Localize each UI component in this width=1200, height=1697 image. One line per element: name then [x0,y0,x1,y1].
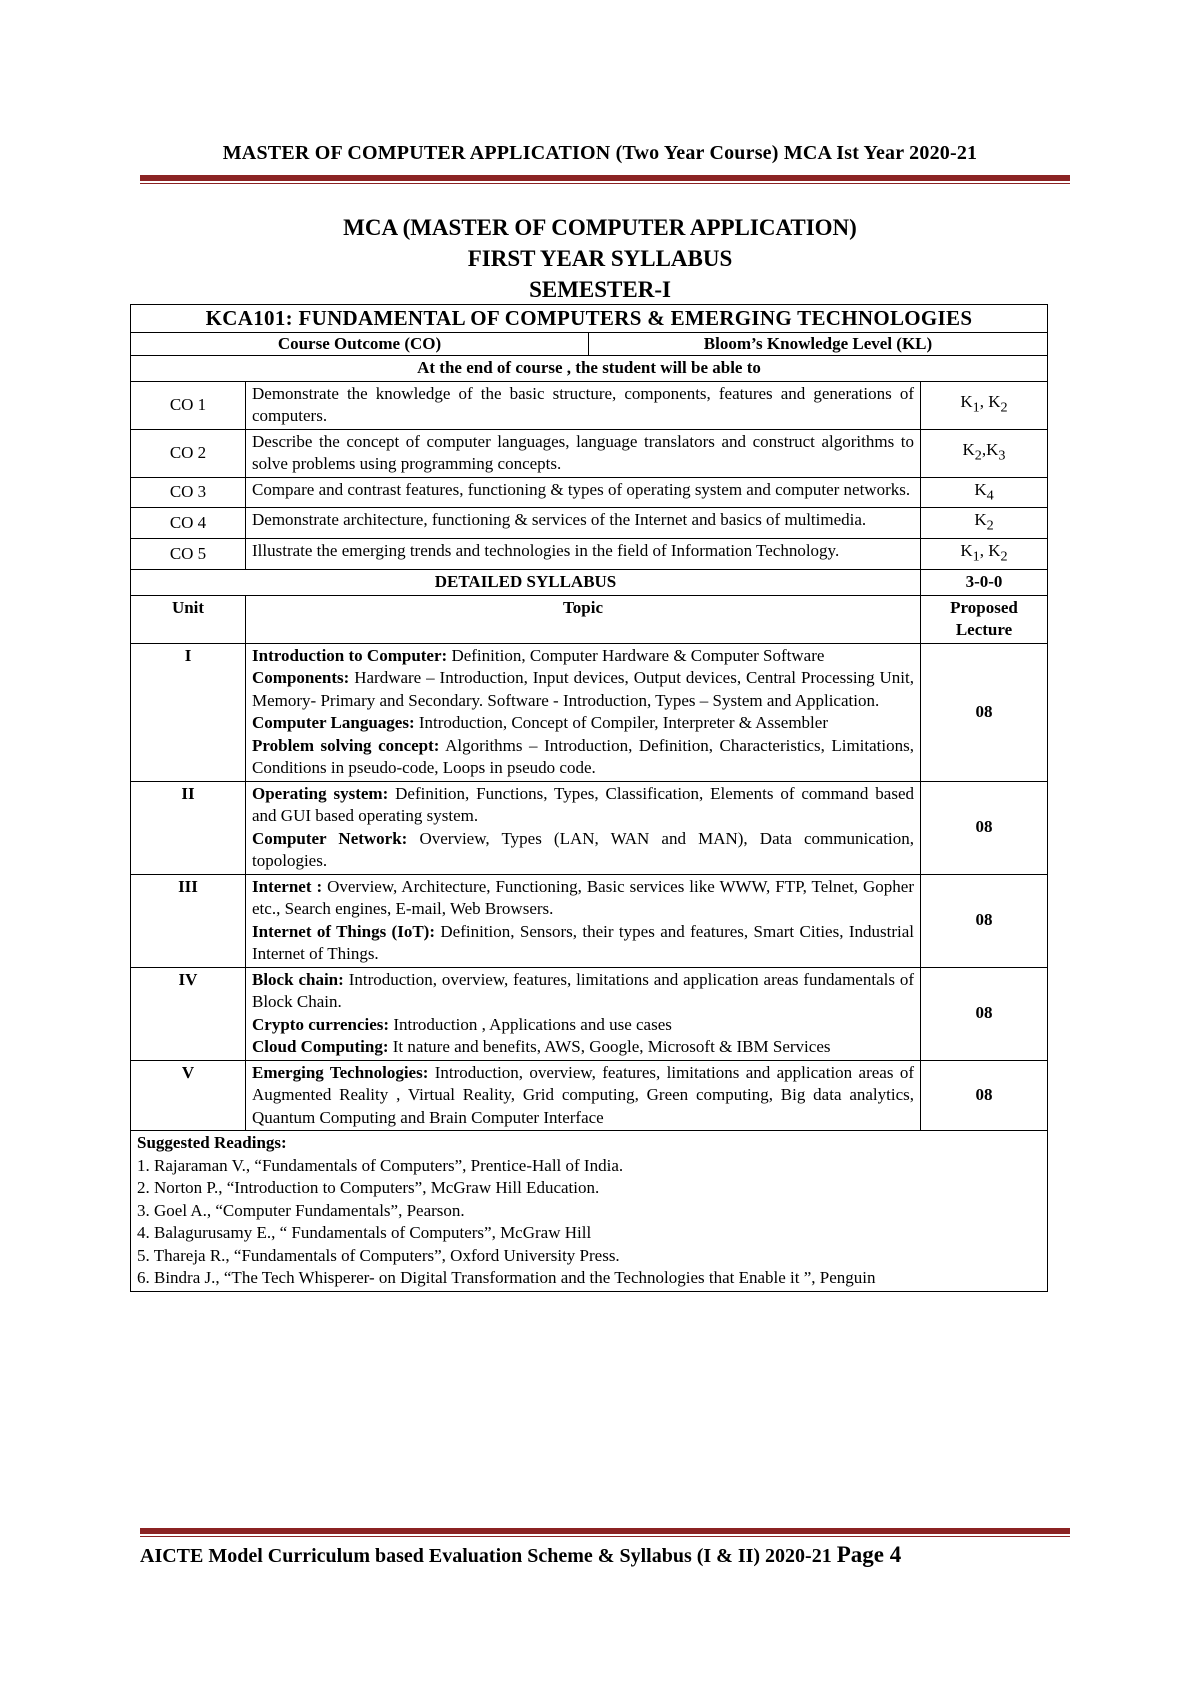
reading-item: 6. Bindra J., “The Tech Whisperer- on Digital Transformation and the Technologies that Enable it ”, Penguin [137,1268,876,1288]
co-text: Demonstrate architecture, functioning & services of the Internet and basics of multimedia. [246,508,921,539]
topic-body: Introduction, Concept of Compiler, Interpreter & Assembler [414,713,828,733]
topic-body: Introduction , Applications and use cases [389,1014,672,1034]
topic-heading: Internet : [252,876,323,896]
topic-paragraph [252,645,914,668]
topic-paragraph [252,667,914,712]
topic-heading: Block chain: [252,969,344,989]
readings-row [131,1131,1048,1292]
reading-item: 1. Rajaraman V., “Fundamentals of Computers”, Prentice-Hall of India. [137,1155,624,1175]
unit-topics [246,1060,921,1131]
co-row [131,477,1048,508]
topic-column-header: Topic [246,595,921,643]
co-kl-header-row [131,332,1048,356]
topic-body: Overview, Architecture, Functioning, Basic services like WWW, FTP, Telnet, Gopher etc., Search engines, E-mail, Web Browsers. [252,876,914,919]
topic-heading: Internet of Things (IoT): [252,921,435,941]
co-text: Demonstrate the knowledge of the basic structure, components, features and generations of computers. [246,381,921,429]
topic-heading: Cloud Computing: [252,1037,389,1057]
co-id: CO 3 [131,477,246,508]
footer-divider [140,1528,1070,1534]
unit-number: IV [131,967,246,1060]
unit-topics [246,781,921,874]
unit-topics [246,967,921,1060]
topic-body: Definition, Sensors, their types and features, Smart Cities, Industrial Internet of Things. [252,921,914,964]
co-text: Compare and contrast features, functioning & types of operating system and computer networks. [246,477,921,508]
syllabus-table [130,304,1048,1292]
title-line-3: SEMESTER-I [529,277,671,302]
topic-paragraph [252,735,914,780]
page-footer [140,1542,1070,1568]
co-kl: $K_2,K_3$ [921,429,1048,477]
title-line-1: MCA (MASTER OF COMPUTER APPLICATION) [343,215,857,240]
ltp-value: 3-0-0 [921,570,1048,596]
co-row [131,381,1048,429]
unit-number: I [131,643,246,781]
topic-heading: Introduction to Computer: [252,645,448,665]
unit-topics [246,874,921,967]
lecture-count: 08 [921,874,1048,967]
topic-heading: Emerging Technologies: [252,1062,429,1082]
syllabus-column-header-row [131,595,1048,643]
lecture-count: 08 [921,643,1048,781]
co-id: CO 1 [131,381,246,429]
topic-paragraph [252,1014,914,1037]
co-row [131,508,1048,539]
lecture-column-header: Proposed Lecture [921,595,1048,643]
co-kl: $K_4$ [921,477,1048,508]
topic-body: It nature and benefits, AWS, Google, Microsoft & IBM Services [388,1037,831,1057]
unit-topics [246,643,921,781]
topic-paragraph [252,921,914,966]
reading-item: 5. Thareja R., “Fundamentals of Computers”, Oxford University Press. [137,1245,620,1265]
detailed-syllabus-heading: DETAILED SYLLABUS [131,570,921,596]
topic-heading: Problem solving concept: [252,735,440,755]
unit-row [131,1060,1048,1131]
topic-heading: Components: [252,668,350,688]
lecture-count: 08 [921,781,1048,874]
co-row [131,429,1048,477]
page-number: Page 4 [836,1542,902,1567]
suggested-readings [131,1131,1048,1292]
topic-body: Introduction, overview, features, limitations and application areas fundamentals of Block Chain. [252,969,914,1012]
co-text: Describe the concept of computer languages, language translators and construct algorithms to solve problems using programming concepts. [246,429,921,477]
co-header: Course Outcome (CO) [131,333,589,356]
co-kl: $K_1$, $K_2$ [921,539,1048,570]
topic-paragraph [252,1062,914,1130]
footer-text: AICTE Model Curriculum based Evaluation Scheme & Syllabus (I & II) 2020-21 [140,1545,832,1567]
topic-body: Definition, Functions, Types, Classification, Elements of command based and GUI based operating system. [252,783,915,826]
course-code-title: KCA101: FUNDAMENTAL OF COMPUTERS & EMERGING TECHNOLOGIES [131,305,1048,333]
co-id: CO 5 [131,539,246,570]
topic-paragraph [252,1036,914,1059]
header-divider [140,175,1070,181]
lecture-count: 08 [921,967,1048,1060]
topic-body: Algorithms – Introduction, Definition, Characteristics, Limitations, Conditions in pseudo-code, Loops in pseudo code. [252,735,914,778]
footer-divider-thin [140,1536,1070,1537]
topic-paragraph [252,783,914,828]
topic-heading: Operating system: [252,783,389,803]
unit-row [131,874,1048,967]
header-divider-thin [140,183,1070,184]
unit-row [131,643,1048,781]
readings-heading: Suggested Readings: [137,1133,287,1153]
topic-body: Definition, Computer Hardware & Computer Software [447,645,825,665]
co-kl: $K_2$ [921,508,1048,539]
page-header: MASTER OF COMPUTER APPLICATION (Two Year Course) MCA Ist Year 2020-21 [222,142,978,164]
topic-body: Overview, Types (LAN, WAN and MAN), Data communication, topologies. [252,828,915,871]
kl-header: Bloom’s Knowledge Level (KL) [703,333,933,353]
lecture-count: 08 [921,1060,1048,1131]
topic-heading: Computer Languages: [252,713,415,733]
topic-body: Introduction, overview, features, limitations and application areas of Augmented Reality , Virtual Reality, Grid computing, Green computing, Big data analytics, Quantum Computing and Brain Computer Interface [252,1062,914,1127]
co-kl: $K_1$, $K_2$ [921,381,1048,429]
unit-row [131,967,1048,1060]
syllabus-heading-row [131,570,1048,596]
co-row [131,539,1048,570]
unit-row [131,781,1048,874]
reading-item: 2. Norton P., “Introduction to Computers”, McGraw Hill Education. [137,1178,600,1198]
topic-paragraph [252,828,914,873]
unit-column-header: Unit [131,595,246,643]
co-text: Illustrate the emerging trends and technologies in the field of Information Technology. [246,539,921,570]
co-id: CO 2 [131,429,246,477]
document-title [0,212,1200,305]
unit-number: II [131,781,246,874]
reading-item: 3. Goel A., “Computer Fundamentals”, Pearson. [137,1200,465,1220]
title-line-2: FIRST YEAR SYLLABUS [467,246,733,271]
topic-heading: Computer Network: [252,828,408,848]
topic-paragraph [252,876,914,921]
reading-item: 4. Balagurusamy E., “ Fundamentals of Computers”, McGraw Hill [137,1223,592,1243]
topic-body: Hardware – Introduction, Input devices, Output devices, Central Processing Unit, Memory- Primary and Secondary. Software - Introduction, Types – System and Application. [252,668,914,710]
unit-number: III [131,874,246,967]
topic-paragraph [252,969,914,1014]
unit-number: V [131,1060,246,1131]
topic-heading: Crypto currencies: [252,1014,390,1034]
co-id: CO 4 [131,508,246,539]
topic-paragraph [252,712,914,735]
co-intro: At the end of course , the student will be able to [131,356,1048,382]
